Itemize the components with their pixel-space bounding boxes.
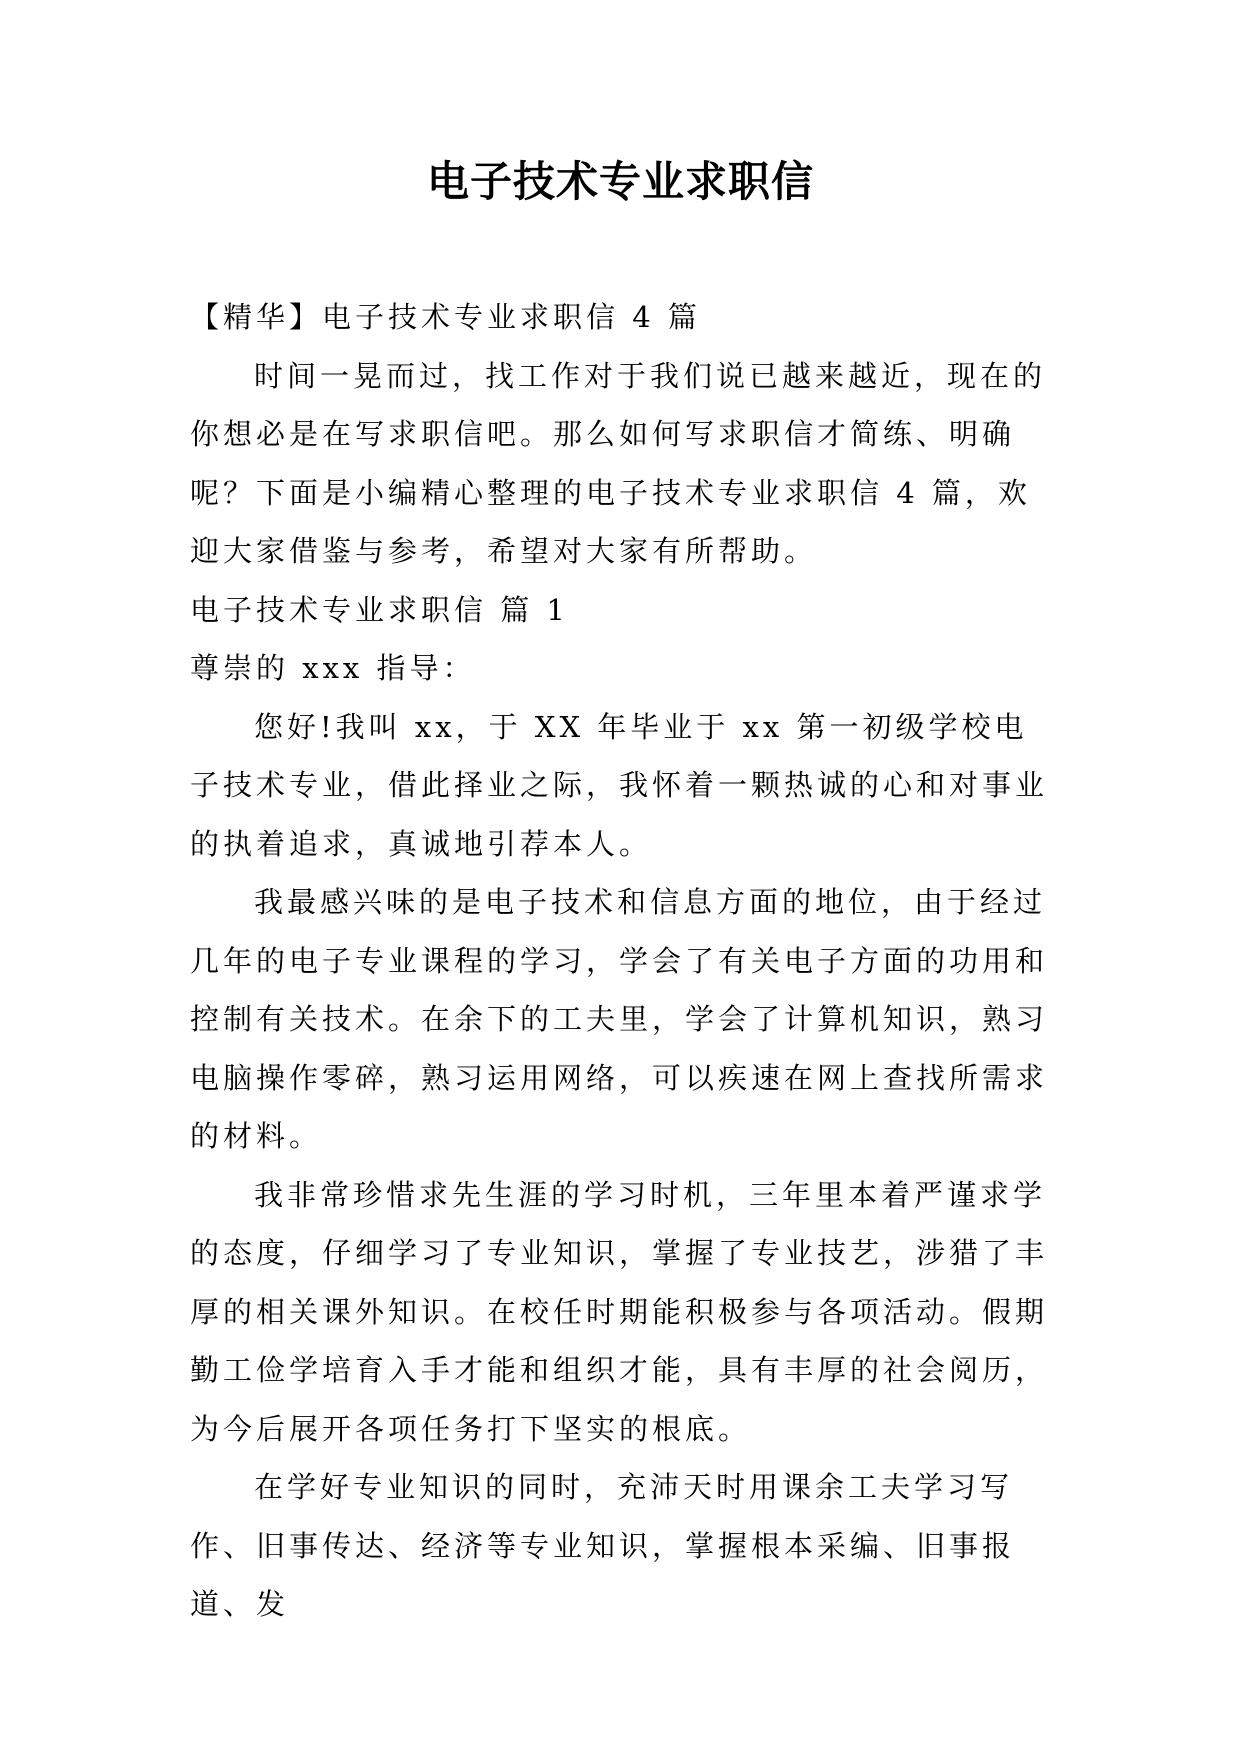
salutation: 尊崇的 xxx 指导：	[190, 651, 476, 685]
body-paragraph-3: 我非常珍惜求先生涯的学习时机，三年里本着严谨求学的态度，仔细学习了专业知识，掌握了专业技艺，涉猎了丰厚的相关课外知识。在校任时期能积极参与各项活动。假期勤工俭学培育入手才能和组织才能，具有丰厚的社会阅历，为今后展开各项任务打下坚实的根底。	[190, 1177, 1049, 1446]
body-paragraph-4: 在学好专业知识的同时，充沛天时用课余工夫学习写作、旧事传达、经济等专业知识，掌握根本采编、旧事报道、发	[190, 1470, 1016, 1621]
intro-paragraph: 时间一晃而过，找工作对于我们说已越来越近，现在的你想必是在写求职信吧。那么如何写求职信才简练、明确呢？下面是小编精心整理的电子技术专业求职信 4 篇，欢迎大家借鉴与参考，希望对大家有所帮助。	[190, 358, 1047, 568]
document-body	[190, 288, 1060, 1634]
body-paragraph-2: 我最感兴味的是电子技术和信息方面的地位，由于经过几年的电子专业课程的学习，学会了有关电子方面的功用和控制有关技术。在余下的工夫里，学会了计算机知识，熟习电脑操作零碎，熟习运用网络，可以疾速在网上查找所需求的材料。	[190, 885, 1049, 1153]
body-paragraph-1: 您好!我叫 xx，于 XX 年毕业于 xx 第一初级学校电子技术专业，借此择业之际，我怀着一颗热诚的心和对事业的执着追求，真诚地引荐本人。	[190, 709, 1049, 861]
document-title: 电子技术专业求职信	[426, 157, 814, 206]
document-subtitle: 【精华】电子技术专业求职信 4 篇	[190, 300, 701, 334]
section-heading: 电子技术专业求职信 篇 1	[190, 592, 569, 627]
